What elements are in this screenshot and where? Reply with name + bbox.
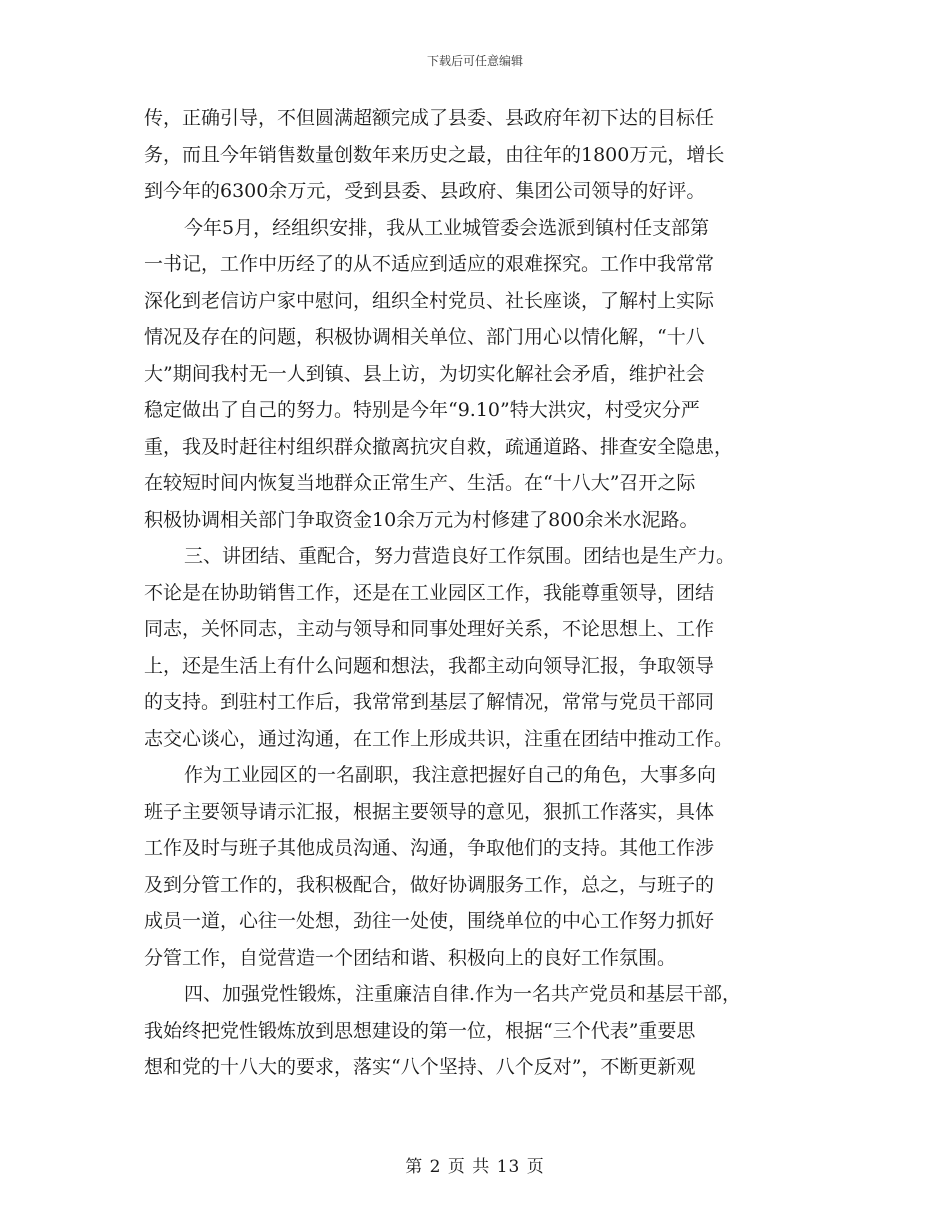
text-line: 成员一道，心往一处想，劲往一处使，围绕单位的中心工作努力抓好	[144, 910, 715, 932]
text-line: 的支持。到驻村工作后，我常常到基层了解情况，常常与党员干部同	[144, 691, 715, 713]
page-footer: 第 2 页 共 13 页	[405, 1157, 545, 1177]
text-line: 传，正确引导，不但圆满超额完成了县委、县政府年初下达的目标任	[144, 107, 715, 129]
text-line: 四、加强党性锻炼，注重廉洁自律.作为一名共产党员和基层干部，	[184, 983, 742, 1005]
text-line: 不论是在协助销售工作，还是在工业园区工作，我能尊重领导，团结	[144, 581, 715, 604]
text-line: 同志，关怀同志，主动与领导和同事处理好关系，不论思想上、工作	[144, 618, 715, 640]
text-line: 工作及时与班子其他成员沟通、沟通，争取他们的支持。其他工作涉	[144, 837, 715, 859]
text-line: 班子主要领导请示汇报，根据主要领导的意见，狠抓工作落实，具体	[144, 800, 715, 823]
text-line: 积极协调相关部门争取资金10余万元为村修建了800余米水泥路。	[144, 508, 699, 531]
text-line: 作为工业园区的一名副职，我注意把握好自己的角色，大事多向	[184, 764, 717, 786]
text-line: 稳定做出了自己的努力。特别是今年“9.10”特大洪灾，村受灾分严	[144, 399, 700, 421]
document-body	[144, 100, 824, 1086]
text-line: 分管工作，自觉营造一个团结和谐、积极向上的良好工作氛围。	[144, 946, 677, 969]
page-header: 下载后可任意编辑	[426, 54, 523, 68]
text-line: 大”期间我村无一人到镇、县上访，为切实化解社会矛盾，维护社会	[144, 362, 705, 385]
text-line: 上，还是生活上有什么问题和想法，我都主动向领导汇报，争取领导	[144, 654, 715, 677]
text-line: 三、讲团结、重配合，努力营造良好工作氛围。团结也是生产力。	[184, 545, 736, 567]
text-line: 情况及存在的问题，积极协调相关单位、部门用心以情化解，“十八	[144, 326, 705, 348]
text-line: 及到分管工作的，我积极配合，做好协调服务工作，总之，与班子的	[144, 873, 715, 896]
text-line: 志交心谈心，通过沟通，在工作上形成共识，注重在团结中推动工作。	[144, 727, 734, 750]
text-line: 我始终把党性锻炼放到思想建设的第一位，根据“三个代表”重要思	[144, 1019, 696, 1042]
text-line: 重，我及时赶往村组织群众撤离抗灾自救，疏通道路、排查安全隐患，	[144, 435, 734, 458]
text-line: 今年5月，经组织安排，我从工业城管委会选派到镇村任支部第	[184, 216, 710, 239]
text-line: 一书记，工作中历经了的从不适应到适应的艰难探究。工作中我常常	[144, 253, 715, 275]
text-line: 到今年的6300余万元，受到县委、县政府、集团公司领导的好评。	[144, 180, 706, 202]
text-line: 想和党的十八大的要求，落实“八个坚持、八个反对”，不断更新观	[144, 1056, 696, 1078]
text-line: 深化到老信访户家中慰问，组织全村党员、社长座谈，了解村上实际	[144, 289, 715, 312]
text-line: 在较短时间内恢复当地群众正常生产、生活。在“十八大”召开之际	[144, 472, 696, 494]
text-line: 务，而且今年销售数量创数年来历史之最，由往年的1800万元，增长	[144, 143, 725, 166]
